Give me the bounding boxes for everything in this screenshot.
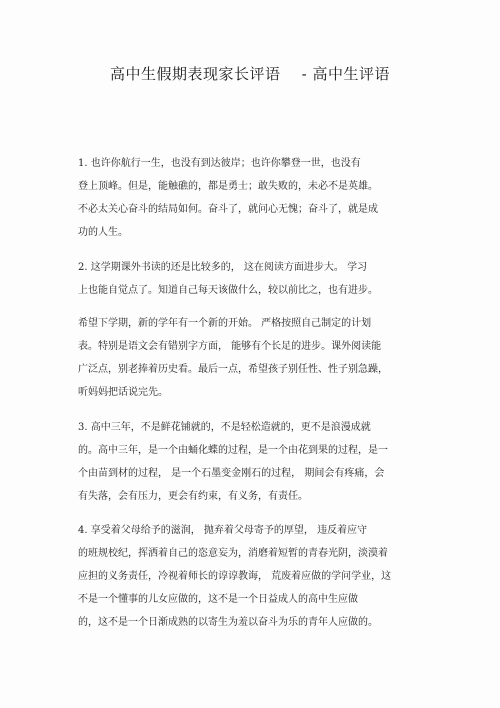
paragraph-line: 2. 这学期课外书读的还是比较多的， 这在阅读方面进步大。 学习 xyxy=(78,262,368,273)
paragraph-line: 个由苗到材的过程， 是一个石墨变金刚石的过程， 期间会有疼痛，会 xyxy=(78,468,385,479)
paragraph-line: 3. 高中三年，不是鲜花铺就的，不是轻松造就的，更不是浪漫成就 xyxy=(78,422,371,433)
paragraph-line: 有失落，会有压力，更会有约束，有义务，有责任。 xyxy=(78,491,308,502)
paragraph-line: 不是一个懂事的儿女应做的，这不是一个日益成人的高中生应做 xyxy=(78,594,358,605)
paragraph-2 xyxy=(78,256,438,302)
paragraph-1 xyxy=(78,152,438,244)
paragraph-line: 的，这不是一个日渐成熟的以寄生为羞以奋斗为乐的青年人应做的。 xyxy=(78,617,378,628)
paragraph-line: 应担的义务责任，冷视着师长的谆谆教诲， 荒废着应做的学问学业，这 xyxy=(78,571,392,582)
paragraph-line: 的班规校纪，挥洒着自己的恣意妄为，消磨着短暂的青春光阴，淡漠着 xyxy=(78,548,388,559)
paragraph-line: 上也能自觉点了。知道自己每天该做什么，较以前比之，也有进步。 xyxy=(78,285,378,296)
paragraph-4 xyxy=(78,416,438,508)
paragraph-line: 不必太关心奋斗的结局如何。奋斗了，就问心无愧；奋斗了，就是成 xyxy=(78,204,378,215)
paragraph-line: 的。高中三年，是一个由蛹化蝶的过程，是一个由花到果的过程，是一 xyxy=(78,445,388,456)
paragraph-line: 功的人生。 xyxy=(78,227,128,238)
paragraph-line: 表。特别是语文会有错别字方面， 能够有个长足的进步。课外阅读能 xyxy=(78,341,382,352)
paragraph-line: 广泛点，别老捧着历史看。最后一点，希望孩子别任性、性子别急躁， xyxy=(78,364,388,375)
document-title: 高中生假期表现家长评语 - 高中生评语 xyxy=(110,65,390,83)
paragraph-line: 听妈妈把话说完先。 xyxy=(78,387,168,398)
paragraph-line: 4. 享受着父母给予的滋润， 抛弃着父母寄予的厚望， 违反着应守 xyxy=(78,525,368,536)
paragraph-line: 希望下学期，新的学年有一个新的开始。 严格按照自己制定的计划 xyxy=(78,318,372,329)
paragraph-line: 1. 也许你航行一生，也没有到达彼岸；也许你攀登一世，也没有 xyxy=(78,158,361,169)
paragraph-3 xyxy=(78,312,438,404)
paragraph-line: 登上顶峰。但是，能触礁的，都是勇士；敢失败的，未必不是英雄。 xyxy=(78,181,378,192)
paragraph-5 xyxy=(78,519,438,634)
